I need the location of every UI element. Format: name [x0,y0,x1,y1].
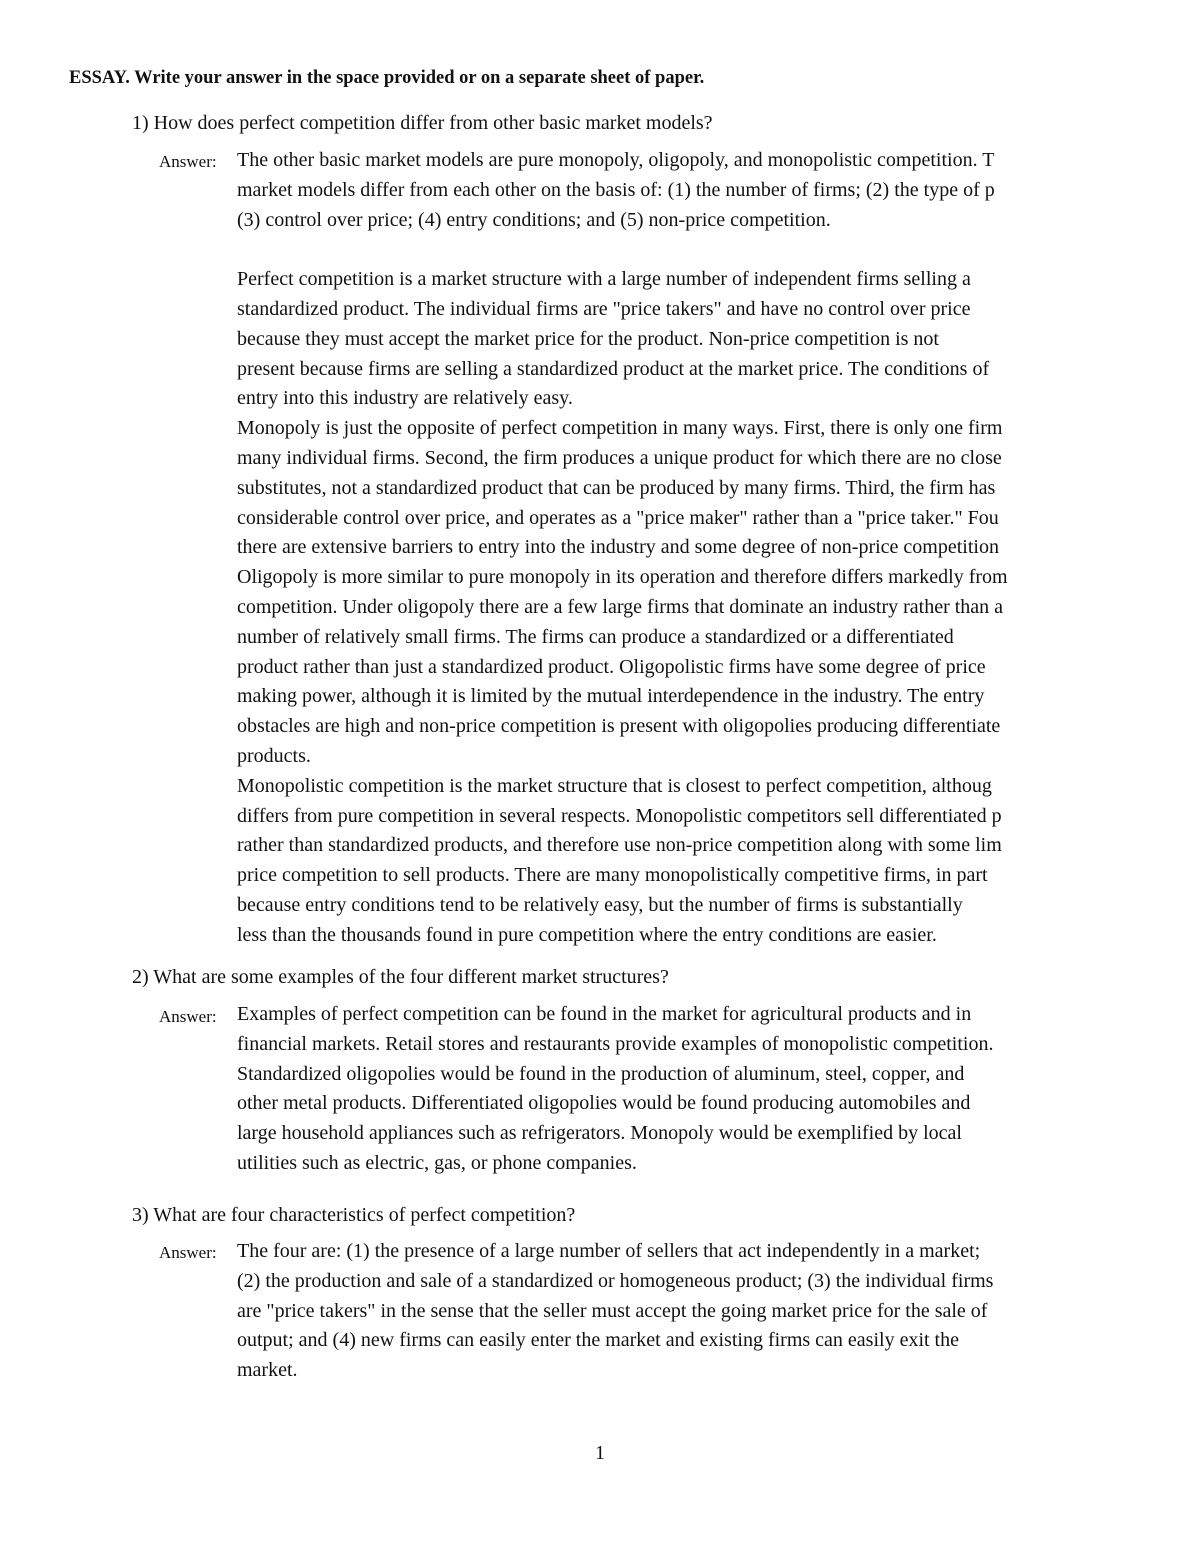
answer-line: entry into this industry are relatively easy. [237,387,573,410]
answer-line: Oligopoly is more similar to pure monopoly in its operation and therefore differs markedly from [237,566,1008,589]
answer-label-3: Answer: [159,1243,217,1262]
answer-line: Monopolistic competition is the market structure that is closest to perfect competition, althoug [237,774,992,797]
answer-line: market. [237,1359,298,1382]
answer-line: are "price takers" in the sense that the seller must accept the going market price for the sale of [237,1299,988,1322]
answer-line: making power, although it is limited by the mutual interdependence in the industry. The entry [237,685,985,708]
answer-line: standardized product. The individual firms are "price takers" and have no control over price [237,297,971,320]
answer-line: Examples of perfect competition can be found in the market for agricultural products and in [237,1003,972,1025]
answer-1 [237,146,1127,951]
answer-line: utilities such as electric, gas, or phone companies. [237,1151,637,1174]
paragraph-gap [237,235,1127,265]
answer-line: substitutes, not a standardized product that can be produced by many firms. Third, the firm has [237,476,996,499]
answer-line: less than the thousands found in pure competition where the entry conditions are easier. [237,923,937,946]
answer-line: rather than standardized products, and therefore use non-price competition along with some lim [237,834,1002,857]
answer-label-1: Answer: [159,152,217,171]
answer-3 [237,1237,1127,1386]
answer-line: competition. Under oligopoly there are a few large firms that dominate an industry rather than a [237,595,1004,618]
answer-line: because entry conditions tend to be relatively easy, but the number of firms is substantially [237,893,963,916]
answer-line: Monopoly is just the opposite of perfect competition in many ways. First, there is only one firm [237,417,1003,440]
page-number: 1 [595,1442,605,1464]
answer-line: The four are: (1) the presence of a large number of sellers that act independently in a market; [237,1240,981,1262]
answer-line: large household appliances such as refrigerators. Monopoly would be exemplified by local [237,1122,962,1145]
answer-line: present because firms are selling a standardized product at the market price. The conditions of [237,357,990,380]
answer-line: because they must accept the market price for the product. Non-price competition is not [237,327,939,350]
answer-line: number of relatively small firms. The firms can produce a standardized or a differentiated [237,625,954,648]
answer-line: other metal products. Differentiated oligopolies would be found producing automobiles and [237,1092,971,1115]
answer-line: Perfect competition is a market structure with a large number of independent firms selling a [237,268,971,291]
answer-line: financial markets. Retail stores and restaurants provide examples of monopolistic competition. [237,1032,994,1055]
question-2: 2) What are some examples of the four different market structures? [132,966,669,988]
answer-line: price competition to sell products. There are many monopolistically competitive firms, in part [237,864,988,887]
answer-line: products. [237,744,311,767]
answer-line: considerable control over price, and operates as a "price maker" rather than a "price taker." Fou [237,506,999,529]
essay-heading: ESSAY. Write your answer in the space provided or on a separate sheet of paper. [69,68,705,88]
answer-line: The other basic market models are pure monopoly, oligopoly, and monopolistic competition. T [237,149,995,171]
question-3: 3) What are four characteristics of perfect competition? [132,1204,576,1226]
answer-line: output; and (4) new firms can easily enter the market and existing firms can easily exit the [237,1329,959,1352]
answer-line: many individual firms. Second, the firm produces a unique product for which there are no close [237,446,1002,469]
answer-label-2: Answer: [159,1007,217,1026]
answer-line: Standardized oligopolies would be found in the production of aluminum, steel, copper, and [237,1062,965,1085]
answer-line: (2) the production and sale of a standardized or homogeneous product; (3) the individual firms [237,1269,994,1292]
answer-line: product rather than just a standardized product. Oligopolistic firms have some degree of price [237,655,986,678]
answer-line: market models differ from each other on the basis of: (1) the number of firms; (2) the type of p [237,178,995,201]
answer-2 [237,1000,1127,1179]
answer-line: there are extensive barriers to entry into the industry and some degree of non-price competition [237,536,999,559]
answer-line: obstacles are high and non-price competition is present with oligopolies producing differentiate [237,715,1001,738]
answer-line: (3) control over price; (4) entry conditions; and (5) non-price competition. [237,208,831,231]
question-1: 1) How does perfect competition differ from other basic market models? [132,112,713,134]
answer-line: differs from pure competition in several respects. Monopolistic competitors sell differentiated p [237,804,1002,827]
